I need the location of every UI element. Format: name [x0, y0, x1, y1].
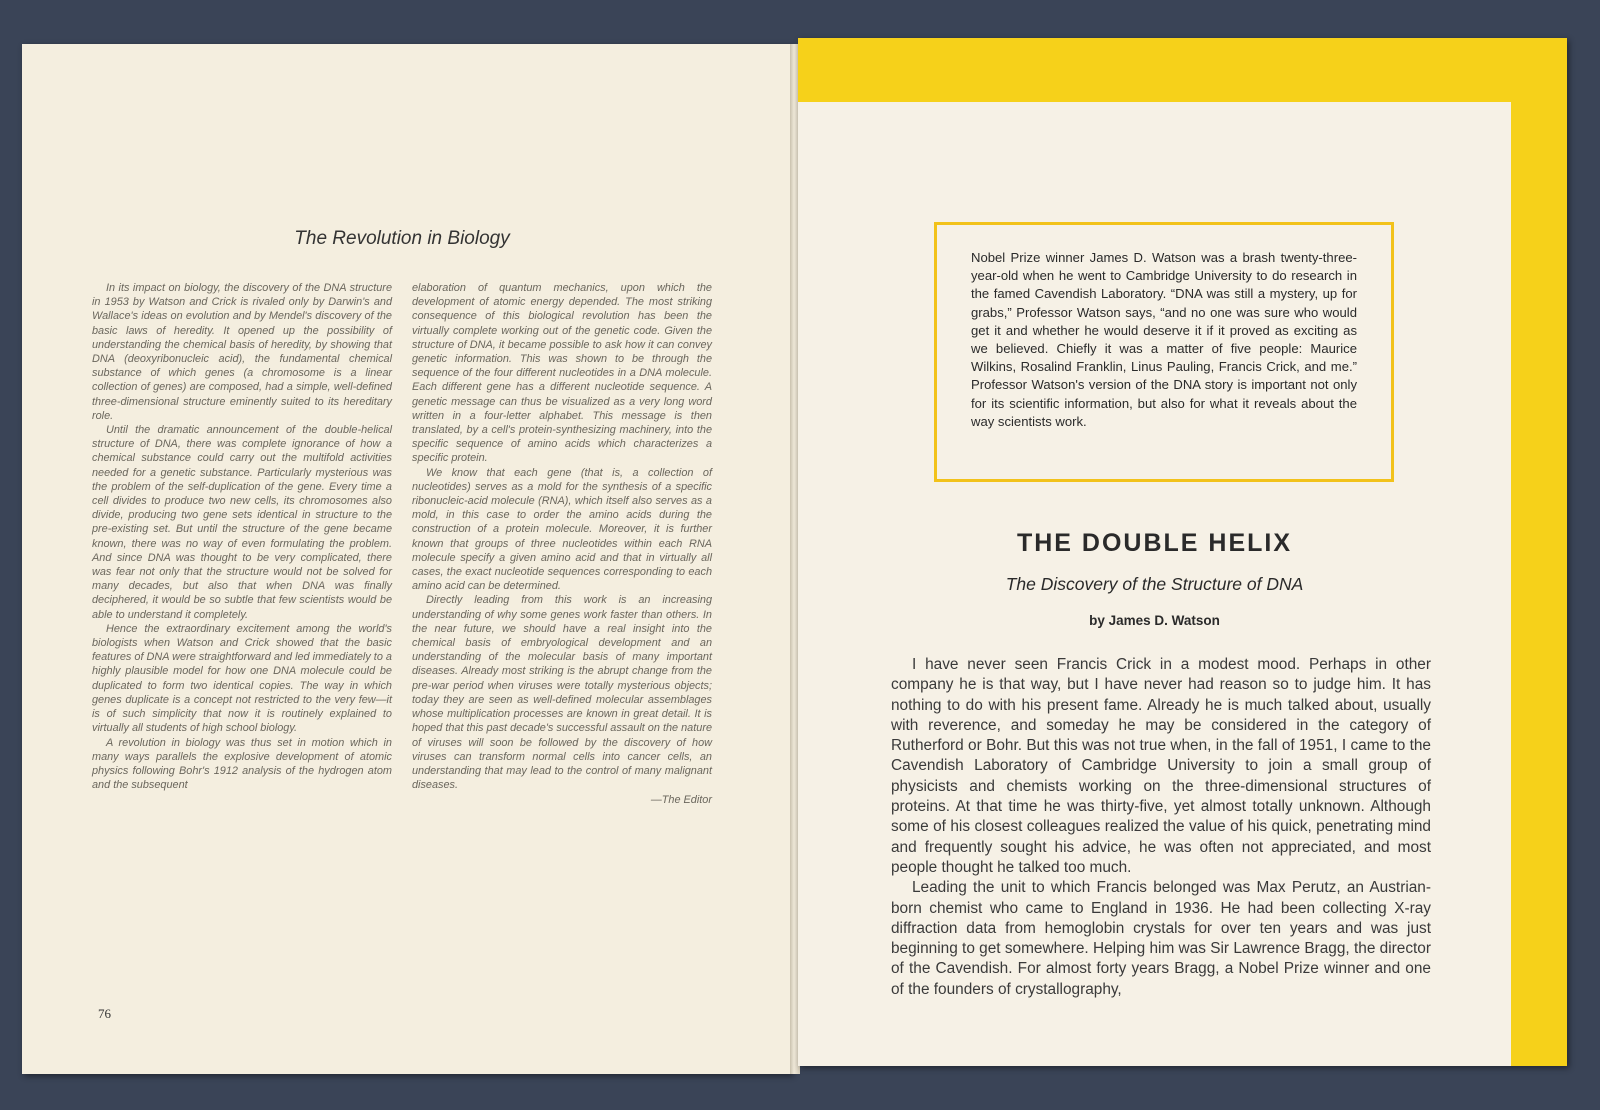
right-page — [798, 38, 1567, 1066]
page-number: 76 — [98, 1006, 111, 1021]
editor-paragraph: Directly leading from this work is an increasing understanding of why some genes work faster than others. In the near future, we should have a real insight into the chemical basis of embryological development and an understanding of the molecular basis of many important diseases. Already most striking is the abrupt change from the pre-war period when viruses were totally mysterious objects; today they are seen as well-defined molecular assemblages whose multiplication processes are known in great detail. It is hoped that this past decade's successful assault on the nature of viruses will soon be followed by the discovery of how viruses can transform normal cells into cancer cells, an understanding that may lead to the control of many malignant diseases. — [412, 594, 712, 792]
editor-column-1 — [92, 281, 392, 792]
article-byline: by James D. Watson — [1089, 613, 1220, 628]
editor-paragraph: In its impact on biology, the discovery of the DNA structure in 1953 by Watson and Crick is rivaled only by Darwin's and Wallace's ideas on evolution and by Mendel's discovery of the basic laws of heredity. It opened up the possibility of understanding the chemical basis of heredity, by showing that DNA (deoxyribonucleic acid), the fundamental chemical substance of which genes (a chromosome is a linear collection of genes) are composed, had a simple, well-defined three-dimensional structure eminently suited to its hereditary role. — [92, 282, 392, 422]
right-page-panel — [798, 102, 1511, 1066]
editor-paragraph: A revolution in biology was thus set in motion which in many ways parallels the explosive development of atomic physics following Bohr's 1912 analysis of the hydrogen atom and the subsequent — [92, 736, 392, 792]
left-page-title: The Revolution in Biology — [294, 228, 510, 249]
editor-paragraph: Hence the extraordinary excitement among the world's biologists when Watson and Crick showed that the basic features of DNA were straightforward and led immediately to a highly plausible model for how one DNA molecule could be duplicated to form two identical copies. The way in which genes duplicate is a concept not restricted to the very few—it is of such simplicity that now it is routinely explained to virtually all students of high school biology. — [92, 622, 392, 735]
editor-paragraph: We know that each gene (that is, a collection of nucleotides) serves as a mold for the synthesis of a specific ribonucleic-acid molecule (RNA), which itself also serves as a mold, in this case to order the amino acids during the construction of a protein molecule. Moreover, it is further known that groups of three nucleotides within each RNA molecule specify a given amino acid and that in virtually all cases, the exact nucleotide sequences corresponding to each amino acid can be determined. — [412, 466, 712, 593]
intro-box — [934, 222, 1394, 482]
article-body — [891, 655, 1431, 1000]
intro-text: Nobel Prize winner James D. Watson was a brash twenty-three-year-old when he went to Cambridge University to do research in the famed Cavendish Laboratory. “DNA was still a mystery, up for grabs,” Professor Watson says, “and no one was sure who would get it and whether he would deserve it if it proved as exciting as we believed. Chiefly it was a matter of five people: Maurice Wilkins, Rosalind Franklin, Linus Pauling, Francis Crick, and me.” Professor Watson's version of the DNA story is important not only for its scientific information, but also for what it reveals about the way scientists work. — [971, 250, 1357, 429]
body-paragraph: I have never seen Francis Crick in a modest mood. Perhaps in other company he is that way, but I have never had reason so to judge him. It has nothing to do with his present fame. Already he is much talked about, usually with reverence, and someday he may be considered in the category of Rutherford or Bohr. But this was not true when, in the fall of 1951, I came to the Cavendish Laboratory of Cambridge University to join a small group of physicists and chemists working on the three-dimensional structures of proteins. At that time he was thirty-five, yet almost totally unknown. Although some of his closest colleagues realized the value of his quick, penetrating mind and frequently sought his advice, he was often not appreciated, and most people thought he talked too much. — [891, 656, 1431, 876]
editor-signature: —The Editor — [650, 794, 712, 807]
left-page — [22, 44, 792, 1074]
article-subtitle: The Discovery of the Structure of DNA — [1005, 574, 1304, 594]
editor-paragraph: Until the dramatic announcement of the double-helical structure of DNA, there was complete ignorance of how a chemical substance could carry out the multifold activities needed for a genetic substance. Particularly mysterious was the problem of the self-duplication of the gene. Every time a cell divides to produce two new cells, its chromosomes also divide, producing two gene sets identical in structure to the pre-existing set. But until the structure of the gene became known, there was no way of even formulating the problem. And since DNA was thought to be very complicated, there was fear not only that the structure would not be solved for many decades, but also that when DNA was finally deciphered, it would be so subtle that few scientists would be able to understand it completely. — [92, 424, 392, 621]
body-paragraph: Leading the unit to which Francis belonged was Max Perutz, an Austrian-born chemist who came to England in 1936. He had been collecting X-ray diffraction data from hemoglobin crystals for over ten years and was just beginning to get somewhere. Helping him was Sir Lawrence Bragg, the director of the Cavendish. For almost forty years Bragg, a Nobel Prize winner and one of the founders of crystallography, — [891, 879, 1431, 998]
editor-paragraph: elaboration of quantum mechanics, upon which the development of atomic energy depended. The most striking consequence of this biological revolution has been the virtually complete working out of the genetic code. Given the structure of DNA, it became possible to ask how it can convey genetic information. This was shown to be through the sequence of the four different nucleotides in a DNA molecule. Each different gene has a different nucleotide sequence. A genetic message can thus be visualized as a very long word written in a four-letter alphabet. This message is then translated, by a cell's protein-synthesizing machinery, into the specific sequence of amino acids which characterizes a specific protein. — [412, 282, 712, 465]
article-headline: THE DOUBLE HELIX — [1016, 529, 1293, 557]
editor-column-2 — [412, 281, 712, 808]
